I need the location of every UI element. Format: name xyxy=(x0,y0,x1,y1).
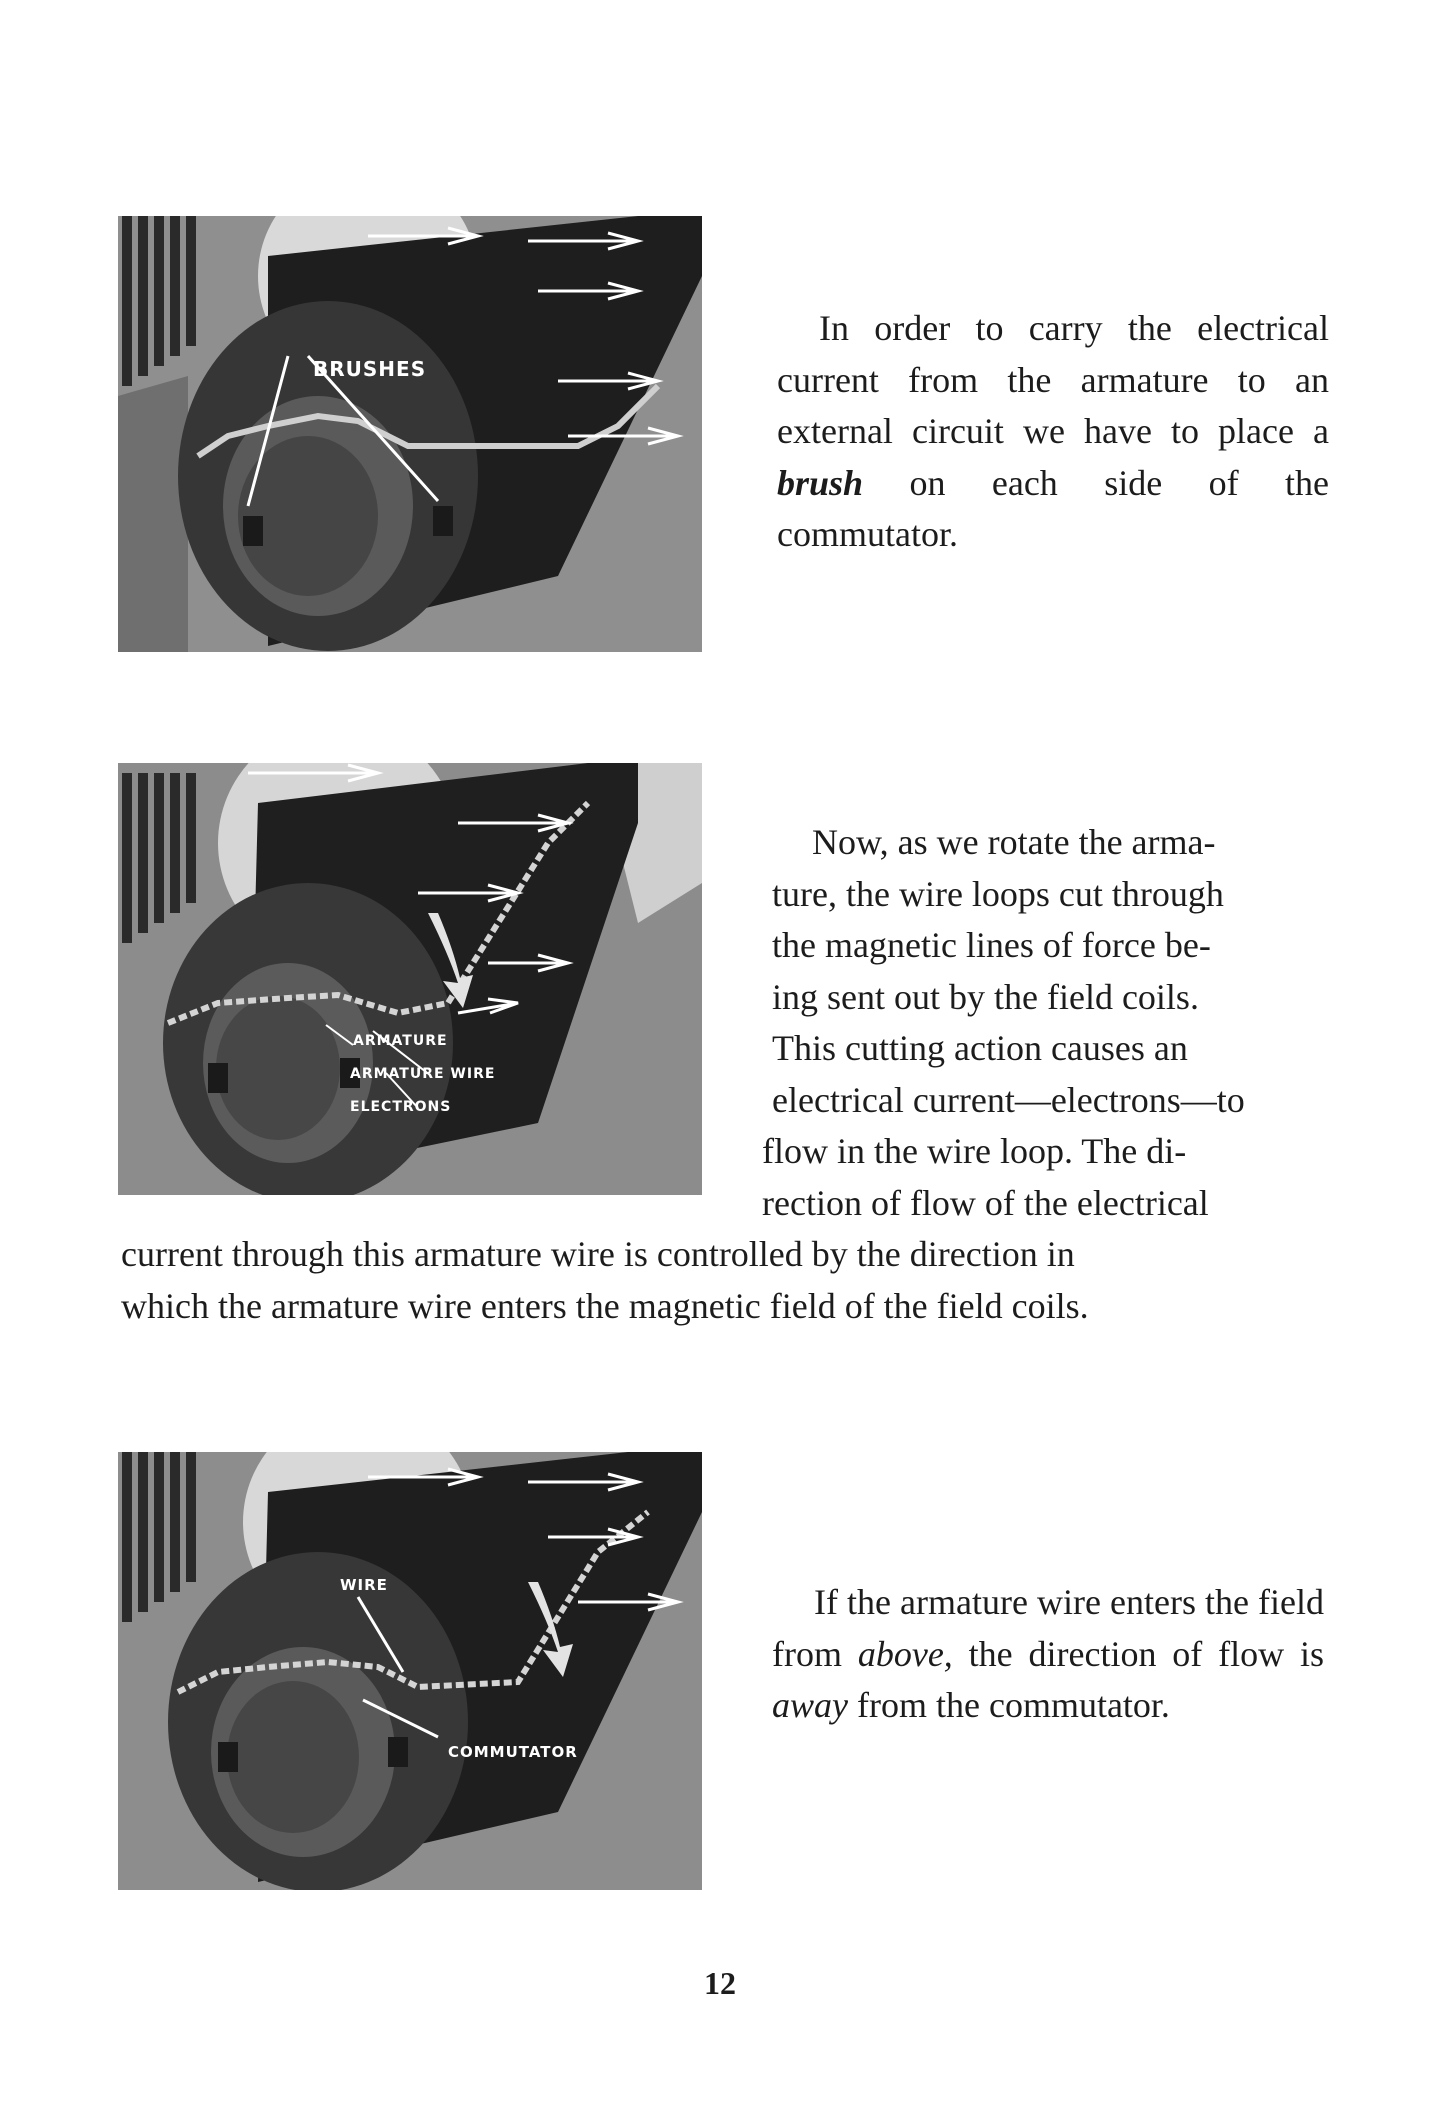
line: Now, as we rotate the arma- xyxy=(812,822,1216,862)
commutator-label: COMMUTATOR xyxy=(448,1743,578,1761)
line: ing sent out by the field coils. xyxy=(772,976,1199,1017)
brushes-illustration xyxy=(118,216,702,652)
commutator-illustration xyxy=(118,1452,702,1890)
line: This cutting action causes an xyxy=(772,1028,1188,1068)
emphasis-brush: brush xyxy=(777,462,864,503)
armature-wire-label: ARMATURE WIRE xyxy=(350,1066,496,1082)
wire-label: WIRE xyxy=(340,1576,388,1594)
armature-label: ARMATURE xyxy=(353,1033,448,1049)
paragraph-direction: If the armature wire enters the field from above, the direction of flow is away from the commutator. xyxy=(772,1582,1325,1725)
line: rection of flow of the electrical xyxy=(762,1182,1209,1223)
paragraph-brushes: In order to carry the electrical current from the armature to an external circuit we have to place a brush on each side of the commutator. xyxy=(777,308,1329,554)
line: ture, the wire loops cut through xyxy=(772,873,1224,914)
line: electrical current—electrons—to xyxy=(772,1079,1245,1120)
brushes-label: BRUSHES xyxy=(313,357,427,381)
line: current through this armature wire is controlled by the direction in xyxy=(121,1234,1075,1274)
emphasis-away: away xyxy=(772,1685,848,1725)
paragraph-rotation xyxy=(0,817,1455,1332)
line: the magnetic lines of force be- xyxy=(772,925,1211,965)
emphasis-above: above, xyxy=(857,1633,953,1674)
page-number: 12 xyxy=(704,1965,736,2001)
line: flow in the wire loop. The di- xyxy=(762,1131,1187,1171)
electrons-label: ELECTRONS xyxy=(350,1099,452,1115)
line: which the armature wire enters the magnetic field of the field coils. xyxy=(121,1285,1089,1326)
